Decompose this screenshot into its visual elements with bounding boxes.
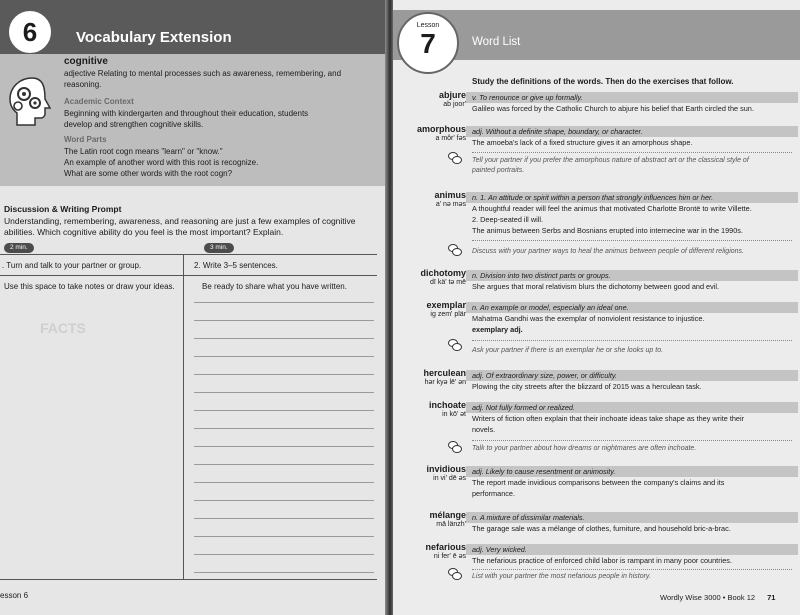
dotted-rule: [472, 152, 792, 153]
definition: v. To renounce or give up formally.: [472, 93, 583, 102]
intro-text: Study the definitions of the words. Then do the exercises that follow.: [472, 77, 734, 86]
word-entry: [400, 300, 800, 362]
lesson-badge: [397, 12, 459, 74]
pronunciation: a' nə məs: [435, 201, 466, 208]
example-sentence: Galileo was forced by the Catholic Church to abjure his belief that Earth circled the sun.: [472, 104, 754, 113]
word-entry: [400, 124, 800, 184]
vocab-definition-line: reasoning.: [64, 80, 102, 89]
example-sentence: The animus between Serbs and Bosnians erupted into internecine war in the 1990s.: [472, 226, 743, 235]
prompt-title: Discussion & Writing Prompt: [4, 204, 122, 214]
talk-bubble-icon: [448, 243, 462, 257]
definition: n. A mixture of dissimilar materials.: [472, 513, 585, 522]
pronunciation: a môr' fəs: [435, 135, 466, 142]
lesson-number-circle: 6: [6, 8, 54, 56]
talk-bubble-icon: [448, 567, 462, 581]
writing-line[interactable]: [194, 392, 374, 393]
word-entry: [400, 464, 800, 504]
headword: nefarious: [425, 542, 466, 552]
step-1: . Turn and talk to your partner or group.: [2, 261, 142, 270]
notes-instruction: Use this space to take notes or draw your ideas.: [4, 282, 175, 291]
headword: amorphous: [416, 124, 466, 134]
word-entry: [400, 90, 800, 122]
headword: dichotomy: [420, 268, 466, 278]
headword: exemplar: [426, 300, 466, 310]
word-parts-line: An example of another word with this root is recognize.: [64, 158, 259, 167]
definition: n. 1. An attitude or spirit within a person that strongly influences him or her.: [472, 193, 714, 202]
time-badge-3min: 3 min.: [204, 243, 234, 253]
headword: abjure: [438, 90, 466, 100]
lesson-label: Lesson: [416, 22, 440, 29]
context-line: Beginning with kindergarten and throughout their education, students: [64, 109, 309, 118]
column-divider: [183, 254, 184, 579]
right-footer: [660, 593, 775, 602]
definition: adj. Very wicked.: [472, 545, 527, 554]
word-entry: [400, 510, 800, 538]
bleed-through-text: FACTS: [40, 320, 86, 336]
talk-bubble-icon: [448, 151, 462, 165]
talk-prompt: Discuss with your partner ways to heal the animus between people of different religions.: [472, 248, 744, 255]
word-entry: [400, 190, 800, 264]
brain-gears-icon: [2, 72, 60, 128]
definition: n. Division into two distinct parts or groups.: [472, 271, 611, 280]
example-sentence: The amoeba's lack of a fixed structure gives it an amorphous shape.: [472, 138, 693, 147]
derived-form: exemplary adj.: [472, 325, 523, 334]
example-sentence: Mahatma Gandhi was the exemplar of nonviolent resistance to injustice.: [472, 314, 705, 323]
dotted-rule: [472, 240, 792, 241]
step-2: 2. Write 3–5 sentences.: [194, 261, 278, 270]
writing-line[interactable]: [194, 320, 374, 321]
pronunciation: ab joor': [443, 101, 466, 108]
definition: adj. Of extraordinary size, power, or difficulty.: [472, 371, 618, 380]
talk-prompt: Tell your partner if you prefer the amorphous nature of abstract art or the classical style of: [472, 157, 749, 164]
talk-prompt: Ask your partner if there is an exemplar he or she looks up to.: [472, 347, 664, 354]
writing-line[interactable]: [194, 500, 374, 501]
definition: adj. Not fully formed or realized.: [472, 403, 576, 412]
writing-line[interactable]: [194, 338, 374, 339]
definition: n. An example or model, especially an ideal one.: [472, 303, 629, 312]
pronunciation: dī kä' tə mē: [430, 279, 466, 286]
pronunciation: hər kyə lē' ən: [424, 379, 466, 386]
example-sentence: She argues that moral relativism blurs the dichotomy between good and evil.: [472, 282, 720, 291]
writing-line[interactable]: [194, 428, 374, 429]
pronunciation: mā länzh': [436, 521, 466, 528]
writing-line[interactable]: [194, 482, 374, 483]
headword: animus: [434, 190, 466, 200]
writing-line[interactable]: [194, 302, 374, 303]
writing-line[interactable]: [194, 536, 374, 537]
definition: adj. Without a definite shape, boundary, or character.: [472, 127, 643, 136]
divider: [0, 254, 377, 255]
section-title: Vocabulary Extension: [76, 29, 232, 46]
example-sentence: The garage sale was a mélange of clothes, furniture, and household bric-a-brac.: [472, 524, 731, 533]
definition: 2. Deep-seated ill will.: [472, 215, 543, 224]
example-sentence: novels.: [472, 425, 496, 434]
context-line: develop and strengthen cognitive skills.: [64, 120, 204, 129]
pronunciation: in vi' dē əs: [433, 475, 466, 482]
writing-line[interactable]: [194, 356, 374, 357]
writing-line[interactable]: [194, 464, 374, 465]
example-sentence: Writers of fiction often explain that their inchoate ideas take shape as they write their: [472, 414, 745, 423]
pronunciation: ig zem' plär: [430, 311, 466, 318]
writing-line[interactable]: [194, 374, 374, 375]
dotted-rule: [472, 340, 792, 341]
prompt-line: Understanding, remembering, awareness, and reasoning are just a few examples of cognitive: [4, 216, 356, 226]
talk-prompt: List with your partner the most nefarious people in history.: [472, 573, 651, 580]
pronunciation: in kō' ət: [442, 411, 466, 418]
academic-context-heading: Academic Context: [64, 97, 134, 106]
pronunciation: ni fer' ē əs: [433, 553, 466, 560]
dotted-rule: [472, 569, 792, 570]
writing-line[interactable]: [194, 446, 374, 447]
writing-line[interactable]: [194, 410, 374, 411]
word-list-title: Word List: [472, 36, 521, 48]
headword: invidious: [426, 464, 466, 474]
example-sentence: The report made invidious comparisons between the company's claims and its: [472, 478, 725, 487]
word-entry: [400, 268, 800, 296]
divider: [0, 579, 377, 580]
word-parts-line: The Latin root cogn means "learn" or "know.": [64, 147, 223, 156]
lesson-number: 7: [420, 28, 436, 59]
dotted-rule: [472, 440, 792, 441]
vocab-definition-line: adjective Relating to mental processes such as awareness, remembering, and: [64, 69, 342, 78]
prompt-line: abilities. Which cognitive ability do you feel is the most important? Explain.: [4, 227, 284, 237]
writing-line[interactable]: [194, 572, 374, 573]
headword: inchoate: [428, 400, 466, 410]
word-entry: [400, 542, 800, 588]
vocab-term: cognitive: [64, 56, 108, 67]
divider: [0, 275, 377, 276]
book-title: Wordly Wise 3000 • Book 12: [660, 593, 756, 602]
example-sentence: The nefarious practice of enforced child labor is rampant in many poor countries.: [472, 556, 732, 565]
left-footer: esson 6: [0, 591, 29, 600]
word-parts-heading: Word Parts: [64, 135, 107, 144]
word-entry: [400, 368, 800, 396]
example-sentence: performance.: [472, 489, 515, 498]
page-number: 71: [767, 593, 776, 602]
writing-line[interactable]: [194, 518, 374, 519]
example-sentence: Plowing the city streets after the blizzard of 2015 was a herculean task.: [472, 382, 702, 391]
headword: herculean: [423, 368, 466, 378]
talk-bubble-icon: [448, 338, 462, 352]
time-badge-2min: 2 min.: [4, 243, 34, 253]
share-instruction: Be ready to share what you have written.: [202, 282, 347, 291]
word-entry: [400, 400, 800, 460]
example-sentence: A thoughtful reader will feel the animus that motivated Charlotte Brontë to write Villette.: [472, 204, 752, 213]
talk-prompt: painted portraits.: [472, 167, 525, 174]
talk-bubble-icon: [448, 440, 462, 454]
definition: adj. Likely to cause resentment or animosity.: [472, 467, 616, 476]
word-parts-line: What are some other words with the root cogn?: [64, 169, 233, 178]
writing-line[interactable]: [194, 554, 374, 555]
talk-prompt: Talk to your partner about how dreams or nightmares are often inchoate.: [472, 445, 697, 452]
headword: mélange: [429, 510, 466, 520]
